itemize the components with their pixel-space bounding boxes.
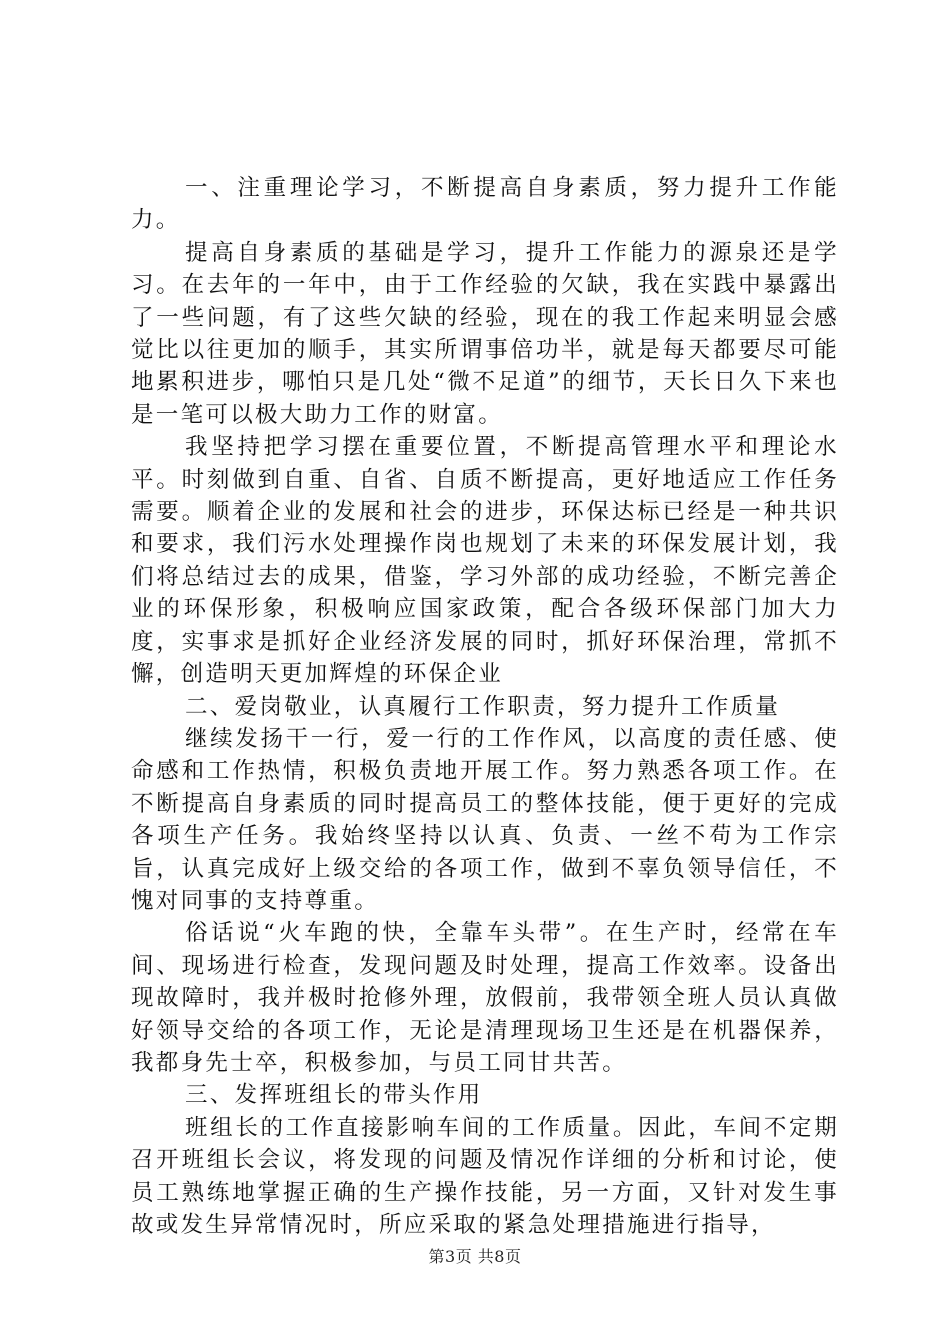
section-heading-2: 二、爱岗敬业，认真履行工作职责，努力提升工作质量: [185, 693, 781, 720]
document-body: [131, 172, 839, 1241]
section-heading-1: 一、注重理论学习，不断提高自身素质，努力提升工作能力。: [131, 175, 839, 234]
body-paragraph: 俗话说“火车跑的快，全靠车头带”。在生产时，经常在车间、现场进行检查，发现问题及时处理，提高工作效率。设备出现故障时，我并极时抢修外理，放假前，我带领全班人员认真做好领导交给的各项工作，无论是清理现场卫生还是在机器保养，我都身先士卒，积极参加，与员工同甘共苦。: [131, 920, 839, 1076]
body-paragraph: 提高自身素质的基础是学习，提升工作能力的源泉还是学习。在去年的一年中，由于工作经验的欠缺，我在实践中暴露出了一些问题，有了这些欠缺的经验，现在的我工作起来明显会感觉比以往更加的顺手，其实所谓事倍功半，就是每天都要尽可能地累积进步，哪怕只是几处“微不足道”的细节，天长日久下来也是一笔可以极大助力工作的财富。: [131, 239, 839, 428]
section-heading-3: 三、发挥班组长的带头作用: [185, 1082, 483, 1109]
body-paragraph: 我坚持把学习摆在重要位置，不断提高管理水平和理论水平。时刻做到自重、自省、自质不断提高，更好地适应工作任务需要。顺着企业的发展和社会的进步，环保达标已经是一种共识和要求，我们污水处理操作岗也规划了未来的环保发展计划，我们将总结过去的成果，借鉴，学习外部的成功经验，不断完善企业的环保形象，积极响应国家政策，配合各级环保部门加大力度，实事求是抓好企业经济发展的同时，抓好环保治理，常抓不懈，创造明天更加辉煌的环保企业: [131, 434, 839, 688]
body-paragraph: 班组长的工作直接影响车间的工作质量。因此，车间不定期召开班组长会议，将发现的问题及情况作详细的分析和讨论，使员工熟练地掌握正确的生产操作技能，另一方面，又针对发生事故或发生异常情况时，所应采取的紧急处理措施进行指导，: [131, 1114, 839, 1238]
page-number-footer: 第3页 共8页: [428, 1247, 522, 1266]
body-paragraph: 继续发扬干一行，爱一行的工作作风，以高度的责任感、使命感和工作热情，积极负责地开展工作。努力熟悉各项工作。在不断提高自身素质的同时提高员工的整体技能，便于更好的完成各项生产任务。我始终坚持以认真、负责、一丝不苟为工作宗旨，认真完成好上级交给的各项工作，做到不辜负领导信任，不愧对同事的支持尊重。: [131, 725, 839, 914]
